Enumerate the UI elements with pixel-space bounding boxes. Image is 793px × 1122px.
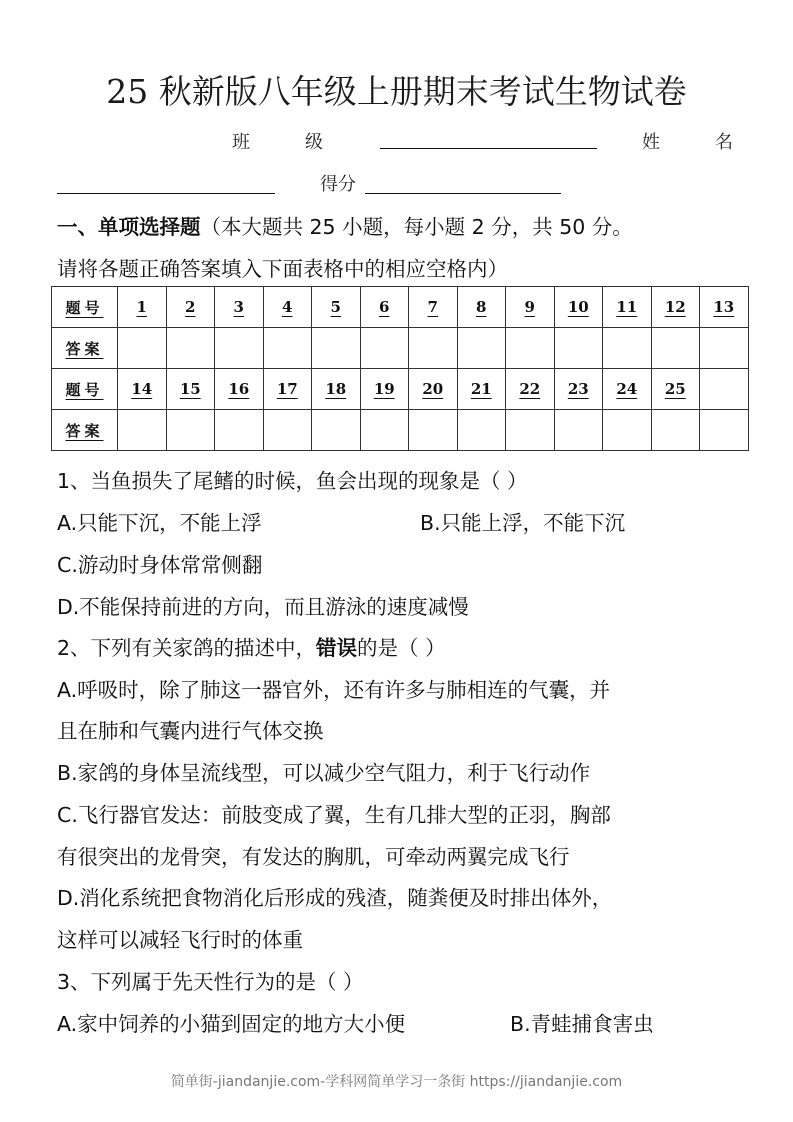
class-input-line[interactable] bbox=[380, 148, 597, 149]
answer-cell-25[interactable] bbox=[651, 410, 700, 451]
number-cell: 7 bbox=[409, 287, 458, 328]
number-cell: 8 bbox=[457, 287, 506, 328]
answer-cell-5[interactable] bbox=[312, 328, 361, 369]
page-title: 25 秋新版八年级上册期末考试生物试卷 bbox=[106, 72, 687, 111]
question-2-option-a-line1: A.呼吸时，除了肺这一器官外，还有许多与肺相连的气囊，并 bbox=[57, 678, 611, 702]
number-cell: 5 bbox=[312, 287, 361, 328]
answer-cell-10[interactable] bbox=[554, 328, 603, 369]
number-row-1 bbox=[52, 287, 749, 328]
name-label-char2: 名 bbox=[715, 132, 733, 153]
answer-cell-6[interactable] bbox=[360, 328, 409, 369]
number-cell: 14 bbox=[118, 369, 167, 410]
number-cell: 16 bbox=[215, 369, 264, 410]
question-2-option-d-line2: 这样可以减轻飞行时的体重 bbox=[57, 928, 303, 952]
footer-watermark: 简单街-jiandanjie.com-学科网简单学习一条街 https://jiandanjie.com bbox=[170, 1074, 623, 1090]
answer-cell-24[interactable] bbox=[603, 410, 652, 451]
answer-cell-21[interactable] bbox=[457, 410, 506, 451]
section-instruction-line2: 请将各题正确答案填入下面表格中的相应空格内） bbox=[57, 257, 508, 281]
number-cell: 18 bbox=[312, 369, 361, 410]
section-title: 一、单项选择题 bbox=[57, 215, 201, 239]
number-cell: 20 bbox=[409, 369, 458, 410]
answer-cell-17[interactable] bbox=[263, 410, 312, 451]
question-1-stem: 1、当鱼损失了尾鳍的时候，鱼会出现的现象是（ ） bbox=[57, 469, 528, 493]
answer-cell-2[interactable] bbox=[166, 328, 215, 369]
answer-cell-23[interactable] bbox=[554, 410, 603, 451]
question-3-option-b: B.青蛙捕食害虫 bbox=[510, 1012, 654, 1036]
answer-cell-19[interactable] bbox=[360, 410, 409, 451]
question-2-stem: 2、下列有关家鸽的描述中，错误的是（ ） bbox=[57, 636, 446, 660]
number-cell: 4 bbox=[263, 287, 312, 328]
answer-cell-15[interactable] bbox=[166, 410, 215, 451]
question-2-option-a-line2: 且在肺和气囊内进行气体交换 bbox=[57, 719, 324, 743]
section-heading bbox=[57, 210, 633, 240]
question-3-option-a: A.家中饲养的小猫到固定的地方大小便 bbox=[57, 1012, 406, 1036]
number-cell: 23 bbox=[554, 369, 603, 410]
answer-row-2 bbox=[52, 410, 749, 451]
name-input-line[interactable] bbox=[57, 193, 275, 194]
number-cell: 15 bbox=[166, 369, 215, 410]
answer-cell-9[interactable] bbox=[506, 328, 555, 369]
class-label-char1: 班 bbox=[232, 132, 250, 153]
number-cell: 13 bbox=[700, 287, 749, 328]
number-cell: 21 bbox=[457, 369, 506, 410]
answer-label-cell: 答案 bbox=[52, 328, 118, 369]
question-1-option-a: A.只能下沉，不能上浮 bbox=[57, 511, 262, 535]
answer-cell-16[interactable] bbox=[215, 410, 264, 451]
class-label-char2: 级 bbox=[305, 132, 323, 153]
number-cell: 2 bbox=[166, 287, 215, 328]
answer-cell-12[interactable] bbox=[651, 328, 700, 369]
answer-cell-22[interactable] bbox=[506, 410, 555, 451]
answer-cell-3[interactable] bbox=[215, 328, 264, 369]
answer-row-1 bbox=[52, 328, 749, 369]
number-cell: 9 bbox=[506, 287, 555, 328]
answer-cell-4[interactable] bbox=[263, 328, 312, 369]
name-label-char1: 姓 bbox=[642, 132, 660, 153]
question-2-option-c-line2: 有很突出的龙骨突，有发达的胸肌，可牵动两翼完成飞行 bbox=[57, 845, 570, 869]
number-cell: 25 bbox=[651, 369, 700, 410]
score-label: 得分 bbox=[320, 174, 356, 195]
section-instruction: （本大题共 25 小题，每小题 2 分，共 50 分。 bbox=[200, 215, 633, 239]
number-label-cell: 题号 bbox=[52, 287, 118, 328]
number-cell: 3 bbox=[215, 287, 264, 328]
question-1-option-b: B.只能上浮，不能下沉 bbox=[420, 511, 626, 535]
answer-cell-13[interactable] bbox=[700, 328, 749, 369]
answer-cell-1[interactable] bbox=[118, 328, 167, 369]
question-2-option-d-line1: D.消化系统把食物消化后形成的残渣，随粪便及时排出体外， bbox=[57, 886, 613, 910]
number-cell: 17 bbox=[263, 369, 312, 410]
number-cell: 19 bbox=[360, 369, 409, 410]
number-cell: 24 bbox=[603, 369, 652, 410]
answer-cell-11[interactable] bbox=[603, 328, 652, 369]
number-cell: 12 bbox=[651, 287, 700, 328]
number-cell: 22 bbox=[506, 369, 555, 410]
empty-cell bbox=[700, 410, 749, 451]
answer-cell-7[interactable] bbox=[409, 328, 458, 369]
empty-cell bbox=[700, 369, 749, 410]
number-cell: 1 bbox=[118, 287, 167, 328]
score-input-line[interactable] bbox=[365, 193, 561, 194]
answer-cell-14[interactable] bbox=[118, 410, 167, 451]
answer-cell-20[interactable] bbox=[409, 410, 458, 451]
answer-table bbox=[51, 286, 749, 451]
question-1-option-d: D.不能保持前进的方向，而且游泳的速度减慢 bbox=[57, 595, 469, 619]
question-3-stem: 3、下列属于先天性行为的是（ ） bbox=[57, 970, 364, 994]
question-1-option-c: C.游动时身体常常侧翻 bbox=[57, 553, 263, 577]
question-2-option-c-line1: C.飞行器官发达：前肢变成了翼，生有几排大型的正羽，胸部 bbox=[57, 803, 611, 827]
number-cell: 6 bbox=[360, 287, 409, 328]
answer-cell-8[interactable] bbox=[457, 328, 506, 369]
answer-label-cell: 答案 bbox=[52, 410, 118, 451]
number-label-cell: 题号 bbox=[52, 369, 118, 410]
question-2-option-b: B.家鸽的身体呈流线型，可以减少空气阻力，利于飞行动作 bbox=[57, 761, 591, 785]
number-cell: 10 bbox=[554, 287, 603, 328]
emphasis-wrong: 错误 bbox=[316, 636, 358, 660]
answer-cell-18[interactable] bbox=[312, 410, 361, 451]
number-cell: 11 bbox=[603, 287, 652, 328]
number-row-2 bbox=[52, 369, 749, 410]
